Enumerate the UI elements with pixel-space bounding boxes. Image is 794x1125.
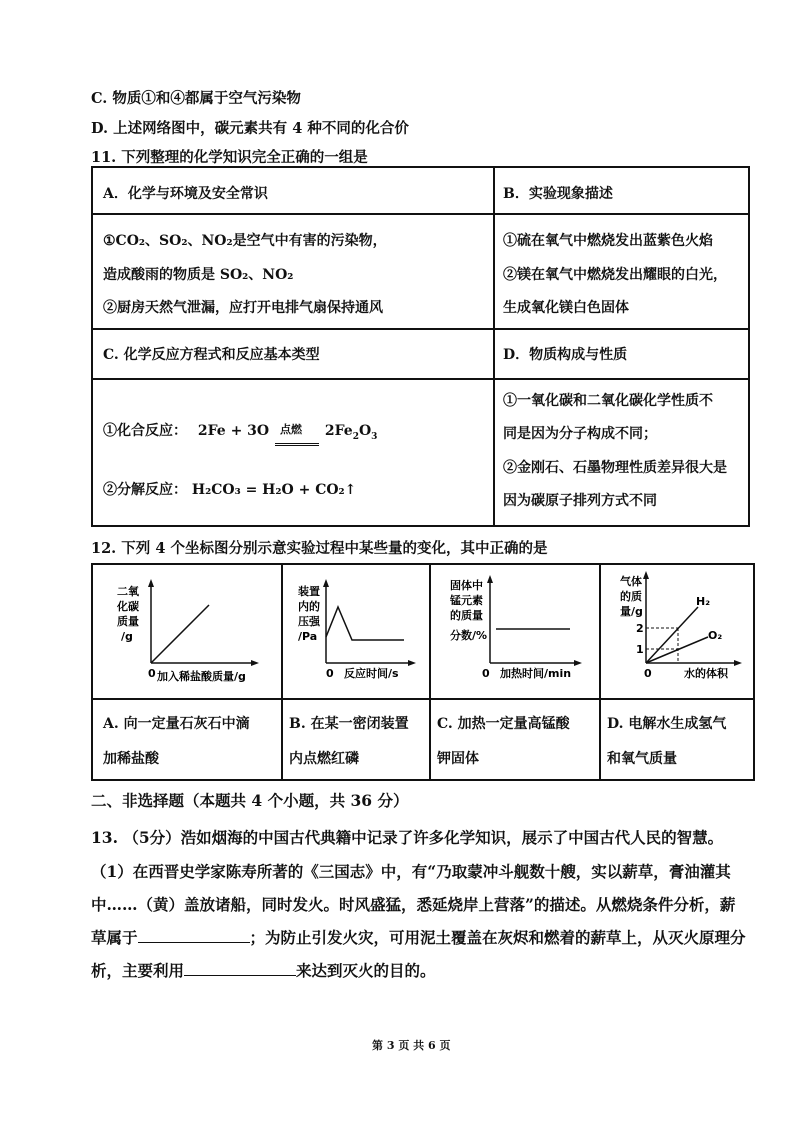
option-d-text: D. 上述网络图中，碳元素共有 4 种不同的化合价 [91,120,409,137]
y-label: /g [121,630,133,643]
option-c-title: C. 化学反应方程式和反应基本类型 [103,347,320,363]
question-13-line: 13. （5分）浩如烟海的中国古代典籍中记录了许多化学知识，展示了中国古代人民的智慧。 [91,828,724,847]
reaction-type-label: ①化合反应： [103,423,187,439]
option-d-title: D．物质构成与性质 [503,347,628,363]
y-label: 分数/% [450,629,488,642]
subscript-2: 2 [352,431,359,442]
reaction-condition: 点燃 [280,423,302,436]
question-13-line [91,926,746,948]
y-label: 质量 [117,615,139,628]
table-divider [93,328,748,330]
y-label: 锰元素 [450,594,483,607]
y-label: 内的 [298,600,320,613]
o2-line [646,637,708,663]
data-line [151,605,209,663]
table-divider [493,168,495,525]
option-c-eq2: ②分解反应： H₂CO₃ = H₂O + CO₂↑ [103,482,357,498]
answer-blank[interactable] [138,942,250,943]
chart-d-caption: D. 电解水生成氢气 [607,716,727,732]
oxide-formula: O [358,423,372,439]
option-d-line: ①一氧化碳和二氧化碳化学性质不 [503,393,713,409]
option-b-line: 生成氧化镁白色固体 [503,300,629,316]
y-label: 的质 [620,590,642,603]
question-13-line [91,959,436,981]
question-13-text: 草属于 [91,928,138,947]
origin-label: 0 [644,667,652,680]
origin-label: 0 [326,667,334,680]
answer-blank[interactable] [184,975,296,976]
y-label: /Pa [298,630,318,643]
question-11-stem: 11. 下列整理的化学知识完全正确的一组是 [91,149,368,166]
option-d-line: 同是因为分子构成不同； [503,426,657,442]
chart-a [93,565,281,698]
option-a-title: A．化学与环境及安全常识 [103,186,268,202]
option-d-line: ②金刚石、石墨物理性质差异很大是 [503,460,727,476]
y-label: 二氧 [117,585,139,598]
condition-line [275,445,319,446]
table-divider [93,378,748,380]
question-13-text: 来达到灭火的目的。 [296,961,436,980]
option-d-line: 因为碳原子排列方式不同 [503,493,657,509]
x-label: 加入稀盐酸质量/g [157,670,246,683]
table-divider [93,698,753,700]
x-label: 水的体积 [684,667,728,680]
option-b-line: ②镁在氧气中燃烧发出耀眼的白光， [503,267,727,283]
x-label: 加热时间/min [500,667,572,680]
x-axis-arrow [734,660,742,666]
question-13-text: ；为防止引发火灾，可用泥土覆盖在灰烬和燃着的薪草上，从灭火原理分 [249,928,746,947]
option-a-line: ①CO₂、SO₂、NO₂是空气中有害的污染物， [103,233,387,249]
tick-label: 1 [636,643,644,656]
y-axis-arrow [643,571,649,579]
chart-b-caption: B. 在某一密闭装置 [289,716,409,732]
table-divider [93,213,748,215]
y-label: 量/g [620,605,643,618]
y-label: 化碳 [117,600,139,613]
h2-line [646,607,698,663]
question-12-stem: 12. 下列 4 个坐标图分别示意实验过程中某些量的变化，其中正确的是 [91,540,548,557]
x-axis-arrow [408,660,416,666]
chart-d-caption: 和氧气质量 [607,751,677,767]
tick-label: 2 [636,622,644,635]
data-line [326,607,404,640]
x-axis-arrow [251,660,259,666]
question-13-text: 析，主要利用 [91,961,185,980]
y-label: 装置 [298,585,320,598]
x-axis-arrow [574,660,582,666]
option-c-eq1 [103,420,377,442]
origin-label: 0 [482,667,490,680]
o2-label: O₂ [708,629,723,642]
equation-left: 2Fe + 3O [197,423,270,439]
option-a-line: 造成酸雨的物质是 SO₂、NO₂ [103,267,294,283]
chart-a-caption: A. 向一定量石灰石中滴 [103,716,250,732]
y-label: 的质量 [450,609,483,622]
y-label: 固体中 [450,579,483,592]
section-heading: 二、非选择题（本题共 4 个小题，共 36 分） [91,791,409,810]
option-a-line: ②厨房天然气泄漏，应打开电排气扇保持通风 [103,300,383,316]
x-label: 反应时间/s [344,667,399,680]
option-c-text: C. 物质①和④都属于空气污染物 [91,90,301,107]
y-axis-arrow [148,579,154,587]
chart-b [282,565,429,698]
chart-c [430,565,599,698]
option-b-title: B．实验现象描述 [503,186,613,202]
subscript-3: 3 [371,431,378,442]
option-b-line: ①硫在氧气中燃烧发出蓝紫色火焰 [503,233,713,249]
question-13-line: （1）在西晋史学家陈寿所著的《三国志》中，有“乃取蒙冲斗舰数十艘，实以薪草，膏油灌其 [91,862,731,881]
chart-b-caption: 内点燃红磷 [289,751,359,767]
y-label: 气体 [620,575,642,588]
condition-line [275,443,319,444]
y-axis-arrow [323,579,329,587]
question-13-line: 中……（黄）盖放诸船，同时发火。时风盛猛，悉延烧岸上营落”的描述。从燃烧条件分析，薪 [91,895,736,914]
question-11-table [91,166,750,527]
h2-label: H₂ [696,595,711,608]
page-footer: 第 3 页 共 6 页 [372,1039,451,1052]
chart-d [600,565,754,698]
question-12-table [91,563,755,781]
origin-label: 0 [148,667,156,680]
y-label: 压强 [298,615,320,628]
chart-c-caption: C. 加热一定量高锰酸 [437,716,570,732]
chart-a-caption: 加稀盐酸 [103,751,159,767]
chart-c-caption: 钾固体 [437,751,479,767]
y-axis-arrow [487,575,493,583]
equation-right: 2Fe [324,423,353,439]
